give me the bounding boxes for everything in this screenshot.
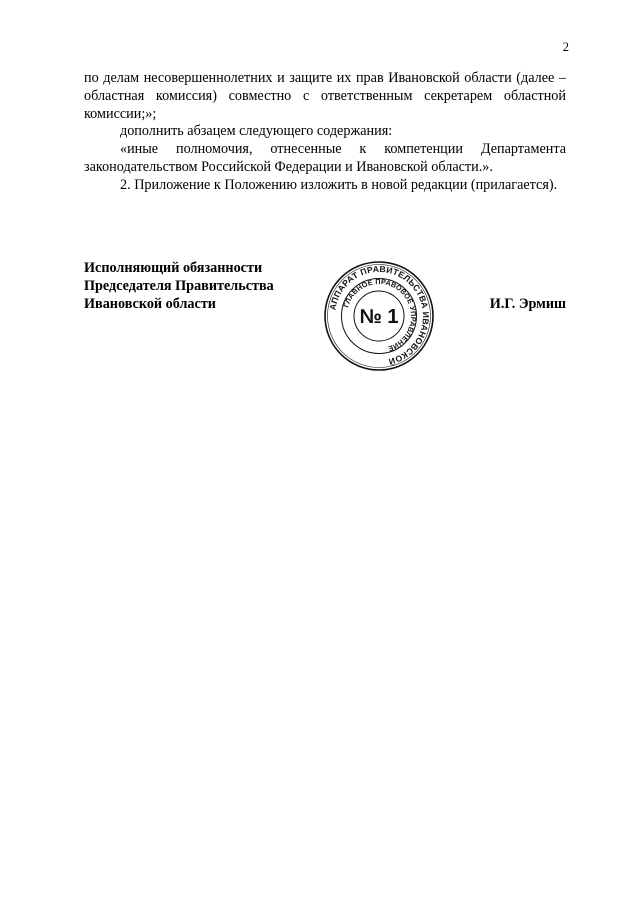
seal-inner-textpath: ГЛАВНОЕ ПРАВОВОЕ УПРАВЛЕНИЕ (341, 276, 419, 354)
paragraph-amendment-text: «иные полномочия, отнесенные к компетенции Департамента законодательством Российской Федерации и Ивановской области.». (84, 141, 566, 175)
paragraph-appendix: 2. Приложение к Положению изложить в новой редакции (прилагается). (120, 176, 558, 193)
seal-number: № 1 (359, 306, 399, 328)
signer-position (84, 260, 274, 313)
official-seal-icon (323, 260, 435, 372)
page-number: 2 (562, 40, 569, 54)
document-body (84, 70, 566, 195)
seal-outer-textpath: АППАРАТ ПРАВИТЕЛЬСТВА ИВАНОВСКОЙ (327, 263, 432, 367)
paragraph-continuation: по делам несовершеннолетних и защите их прав Ивановской области (далее – областная комиссия) совместно с ответственным секретарем областной комиссии;»; (84, 70, 566, 122)
signer-position-line: Исполняющий обязанности (84, 260, 263, 276)
signer-name: И.Г. Эрмиш (489, 295, 566, 312)
signature-block (84, 260, 566, 380)
paragraph-amendment-intro: дополнить абзацем следующего содержания: (120, 123, 393, 140)
signer-position-line: Ивановской области (84, 295, 216, 312)
signer-position-line: Председателя Правительства (84, 277, 274, 294)
